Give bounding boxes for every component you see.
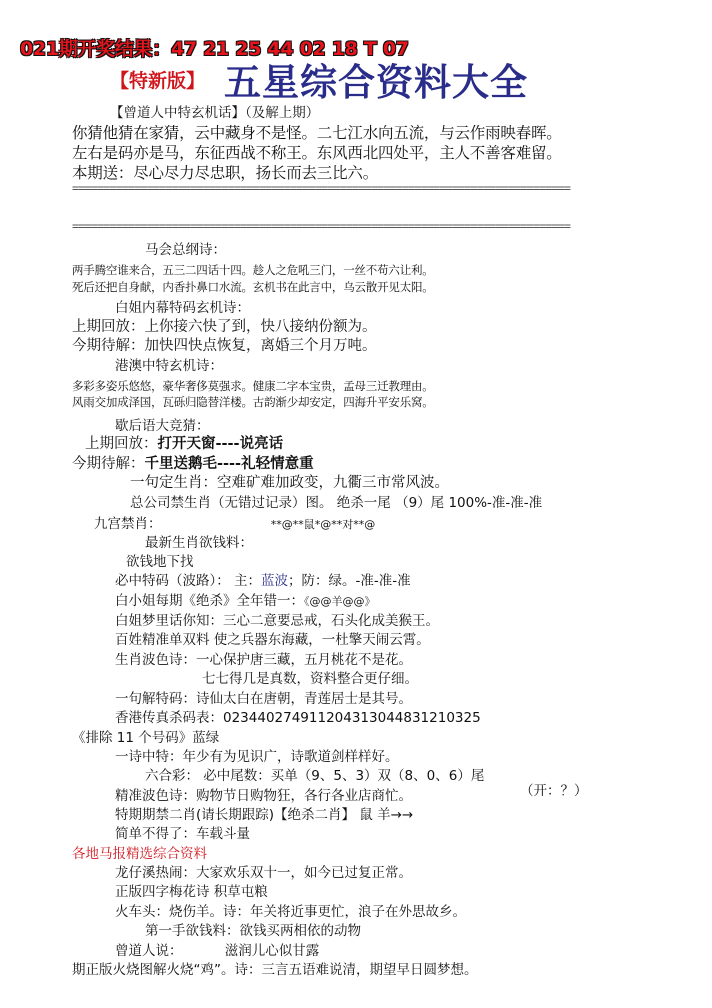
fire-map-line: 期正版火烧图解火烧“鸡”。诗：三言五语难说清，期望早日圆梦想。 xyxy=(72,962,478,978)
absolute-kill-label: 白小姐每期《绝杀》全年错一： xyxy=(115,593,304,609)
current-riddle-line xyxy=(72,452,314,473)
separator-line: ================================================================================ xyxy=(72,219,570,233)
plum-poem-line: 正版四字梅花诗 积草屯粮 xyxy=(115,884,268,900)
regional-line: 龙仔溪热闹：大家欢乐双十一，如今已过复正常。 xyxy=(115,865,412,881)
draw-result-banner: 021期开奖结果：47 21 25 44 02 18 T 07 xyxy=(20,38,409,60)
separator-line: ================================================================================ xyxy=(72,181,570,195)
text-line: 你猜他猜在家猜，云中藏身不是怪。二七江水向五流，与云作雨映春晖。 xyxy=(72,124,562,142)
text-line: 死后还把自身献，内香扑鼻口水流。玄机书在此言中，乌云散开见太阳。 xyxy=(72,280,434,294)
nine-palace-label: 九宫禁肖： xyxy=(94,516,162,532)
exclude-numbers-value: 蓝绿 xyxy=(192,730,220,746)
text-line: 左右是码亦是马，东征西战不称王。东风西北四处平，主人不善客难留。 xyxy=(72,144,562,162)
riddle-hint: 欲钱地下找 xyxy=(126,554,194,570)
one-phrase-code: 一句解特码：诗仙太白在唐朝，青莲居士是其号。 xyxy=(115,691,412,707)
prev-answer-line: 上期回放：上你接六快了到，快八接纳份额为。 xyxy=(72,319,377,335)
prev-value: 打开天窗----说亮话 xyxy=(157,436,284,452)
wave-color-line xyxy=(115,569,411,589)
open-status-tag: （开：？） xyxy=(520,783,588,799)
section-heading-regional: 各地马报精选综合资料 xyxy=(72,846,207,862)
now-value: 千里送鹅毛----礼轻情意重 xyxy=(144,456,314,472)
prev-label: 上期回放： xyxy=(85,436,158,452)
wave-color-rest: ；防：绿。-准-准-准 xyxy=(288,573,411,589)
zodiac-color-poem: 生肖波色诗：一心保护唐三藏，五月桃花不是花。 xyxy=(115,652,412,668)
page-title: 五星综合资料大全 xyxy=(224,60,528,104)
train-head-line: 火车头：烧伤羊。诗：年关将近事更忙，浪子在外思故乡。 xyxy=(115,904,466,920)
odd-even-line: 百姓精准单双料 使之兵器东海藏，一杜擎天闹云霄。 xyxy=(115,632,430,648)
section-heading-baijie: 白姐内幕特码玄机诗： xyxy=(115,300,250,316)
zengdaoren-says-line xyxy=(115,939,319,959)
nine-palace-line xyxy=(94,512,375,532)
wave-color-label: 必中特码（波路）： 主： xyxy=(115,573,262,589)
text-line: 多彩多姿乐悠悠，豪华奢侈莫强求。健康二字本宝贵，孟母三迁教理由。 xyxy=(72,379,434,393)
section-heading-zengdaoren: 【曾道人中特玄机话】（及解上期） xyxy=(110,105,320,121)
current-riddle-line: 今期待解：加快四快点恢复，离婚三个月万吨。 xyxy=(72,338,377,354)
edition-tag: 【特新版】 xyxy=(110,70,206,92)
dream-words-line: 白姐梦里话你知：三心二意要忌戒，石头化成美猴王。 xyxy=(115,613,439,629)
absolute-kill-line xyxy=(115,589,376,609)
exclude-numbers-label: 《排除 11 个号码》 xyxy=(72,730,193,746)
text-line: 本期送：尽心尽力尽忠职，扬长而去三比六。 xyxy=(72,164,379,182)
prev-answer-line xyxy=(85,432,283,453)
text-line: 风雨交加成泽国，瓦砾归隐替洋楼。古韵渐少却安定，四海升平安乐窝。 xyxy=(72,395,434,409)
zengdaoren-says-label: 曾道人说： xyxy=(115,943,183,959)
text-line: 两手腾空谁来合，五三二四话十四。趁人之危吼三门，一丝不苟六让利。 xyxy=(72,263,434,277)
zodiac-money-heading: 最新生肖欲钱料： xyxy=(145,535,253,551)
first-hand-line: 第一手欲钱料：欲钱买两相依的动物 xyxy=(145,923,361,939)
simple-phrase-line: 简单不得了：车载斗量 xyxy=(115,826,250,842)
section-heading-mahui: 马会总纲诗： xyxy=(145,242,226,258)
zengdaoren-says-value: 滋润儿心似甘露 xyxy=(224,943,320,959)
absolute-kill-value: 《@@羊@@》 xyxy=(304,595,376,608)
one-poem-line: 一诗中特：年少有为见识广，诗歌道剑样样好。 xyxy=(115,749,399,765)
section-heading-gangao: 港澳中特玄机诗： xyxy=(115,358,223,374)
zodiac-color-poem-2: 七七得几是真数，资料整合更仔细。 xyxy=(202,671,418,687)
mark-six-tail-line: 六合彩： 必中尾数：买单（9、5、3）双（8、0、6）尾 xyxy=(145,768,485,784)
section-heading-xiehouyu: 歇后语大竞猜： xyxy=(115,418,210,434)
precise-color-poem: 精准波色诗：购物节日购物狂，各行各业店商忙。 xyxy=(115,788,412,804)
one-phrase-zodiac: 一句定生肖：空难矿难加政变，九衢三市常风波。 xyxy=(130,475,449,491)
exclude-numbers-line xyxy=(72,726,219,746)
kill-code-table: 香港传真杀码表：02344027491120431304483121​0325 xyxy=(115,710,481,726)
ban-two-zodiac-line: 特期期禁二肖(请长期跟踪)【绝杀二肖】 鼠 羊→→ xyxy=(115,807,414,823)
nine-palace-value: **@**鼠*@**对**@ xyxy=(270,518,376,531)
wave-color-main: 蓝波 xyxy=(261,573,289,589)
now-label: 今期待解： xyxy=(72,456,145,472)
banned-zodiac-line: 总公司禁生肖（无错过记录）图。 绝杀一尾 （9）尾 100%-准-准-准 xyxy=(130,495,543,511)
